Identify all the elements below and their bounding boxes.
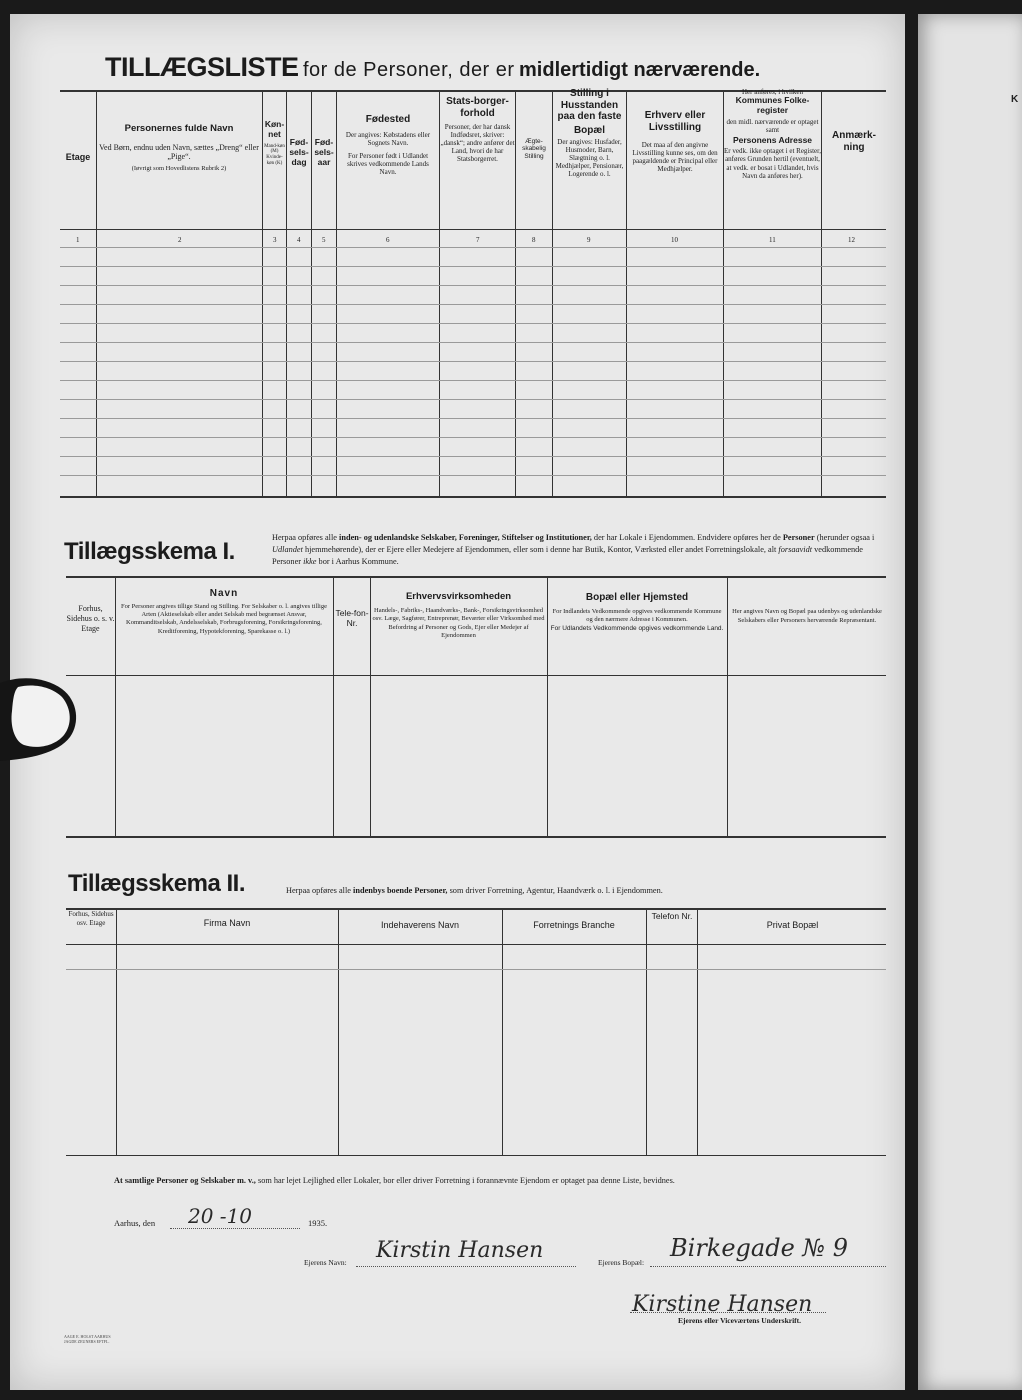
schema2-col-branch: Forretnings Branche bbox=[533, 920, 615, 930]
col-household-head: Stilling i Husstanden paa den faste bbox=[557, 88, 622, 122]
col-number: 5 bbox=[322, 236, 326, 244]
col-divider bbox=[116, 908, 117, 1155]
schema1-col-residence-sub: For Indlandets Vedkommende opgives vedkommende Kommune og den nærmere Adresse i Kommunen. bbox=[552, 607, 722, 623]
table-row bbox=[60, 475, 886, 476]
certification-text bbox=[114, 1176, 886, 1185]
table-row bbox=[66, 969, 886, 970]
col-divider bbox=[96, 90, 97, 496]
date-handwritten: 20 -10 bbox=[188, 1204, 253, 1228]
col-gender bbox=[263, 120, 286, 167]
schema1-table-top bbox=[66, 576, 886, 578]
schema2-col-owner: Indehaverens Navn bbox=[380, 920, 460, 930]
adjacent-page bbox=[918, 14, 1022, 1390]
col-name-sub: Ved Børn, endnu uden Navn, sættes „Dreng“ eller „Pige“. bbox=[99, 142, 259, 162]
schema1-header-bottom bbox=[66, 675, 886, 676]
col-number: 3 bbox=[273, 236, 277, 244]
col-household bbox=[553, 88, 626, 178]
col-register-pre: Her anføres, i hvilken bbox=[741, 88, 804, 96]
col-occupation-sub: Det maa af den angivne Livsstilling kunne ses, om den paagældende er Principal eller Medhjælper. bbox=[632, 141, 718, 174]
schema2-col-private: Privat Bopæl bbox=[766, 920, 819, 930]
schema1-col-business-head: Erhvervsvirksomheden bbox=[405, 591, 512, 602]
schema1-intro-italic: ikke bbox=[303, 557, 317, 566]
col-register-note: Er vedk. ikke optaget i et Register, anføres Grunden hertil (eventuelt, at vedk. er bosat i Udlandet, hvis Navn da anføres her). bbox=[724, 147, 821, 180]
col-birthplace-head: Fødested bbox=[365, 114, 411, 125]
col-number: 11 bbox=[769, 236, 776, 244]
main-title-normal: for de Personer, der er bbox=[302, 59, 515, 81]
schema1-intro-text: bor i Aarhus Kommune. bbox=[318, 557, 399, 566]
col-register-sub: den midl. nærværende er optaget samt bbox=[726, 117, 819, 134]
owner-address-label: Ejerens Bopæl: bbox=[598, 1258, 645, 1267]
table-row bbox=[60, 285, 886, 286]
col-household-sub: Der angives: Husfader, Husmoder, Barn, Slægtning o. l. Medhjælper, Pensionær, Logerende o. l. bbox=[555, 138, 624, 179]
schema1-col-phone: Tele-fon-Nr. bbox=[335, 608, 369, 628]
col-number: 7 bbox=[476, 236, 480, 244]
schema1-intro-bold: inden- og udenlandske Selskaber, Foreninger, Stiftelser og Institutioner, bbox=[339, 533, 592, 542]
signature-handwritten: Kirstine Hansen bbox=[632, 1292, 813, 1317]
schema2-table-bottom bbox=[66, 1155, 886, 1156]
date-line bbox=[170, 1228, 300, 1229]
table-row bbox=[60, 342, 886, 343]
schema2-intro-text: Herpaa opføres alle bbox=[286, 886, 351, 895]
col-gender-head: Køn-net bbox=[264, 119, 285, 139]
schema1-intro-italic: forsaavidt bbox=[778, 545, 813, 554]
schema1-intro bbox=[272, 532, 888, 568]
table-row bbox=[60, 304, 886, 305]
col-marital-head: Ægte-skabelig Stilling bbox=[522, 138, 546, 160]
table-row bbox=[60, 266, 886, 267]
schema1-intro-text: Herpaa opføres alle bbox=[272, 533, 337, 542]
col-number: 1 bbox=[76, 236, 80, 244]
col-birthplace bbox=[338, 114, 438, 176]
schema1-intro-text: (herunder ogsaa i bbox=[816, 533, 875, 542]
main-table-header-bottom bbox=[60, 229, 886, 230]
schema2-intro-bold: indenbys boende Personer, bbox=[353, 886, 448, 895]
owner-name-handwritten: Kirstin Hansen bbox=[376, 1238, 544, 1263]
schema1-intro-text: hjemmehørende), der er Ejere eller Medejere af Ejendommen, eller som i denne har Butik, Kontor, Værksted eller andet Forretningslokale, alt bbox=[304, 545, 777, 554]
schema1-col-business-sub: Handels-, Fabriks-, Haandværks-, Bank-, Forsikringsvirksomhed osv. Læge, Sagfører, Entreprenør, Beværter eller Virksomhed med Befordring af Personer og Gods, Ejer eller Medejer af Ejendommen bbox=[372, 606, 545, 640]
schema2-intro bbox=[286, 886, 663, 895]
col-occupation-head: Erhverv eller Livsstilling bbox=[644, 110, 706, 133]
col-gender-sub: Mand-køn (M) Kvinde-køn (K) bbox=[264, 143, 285, 166]
col-number: 4 bbox=[297, 236, 301, 244]
signature-line bbox=[630, 1312, 826, 1313]
col-birthplace-sub: Der angives: Købstadens eller Sognets Navn. bbox=[345, 130, 431, 147]
schema2-col-etage: Forhus, Sidehus osv. Etage bbox=[68, 910, 114, 927]
printer-line: JAGDE ZEUNERS EFTFL. bbox=[64, 1339, 110, 1344]
col-number: 2 bbox=[178, 236, 182, 244]
col-register-head: Kommunes Folke-register bbox=[735, 95, 810, 115]
printer-line: AAGE E. HOLST AARHUS bbox=[64, 1334, 111, 1339]
col-divider bbox=[338, 908, 339, 1155]
owner-address-handwritten: Birkegade № 9 bbox=[670, 1234, 849, 1262]
schema1-intro-text: vedkommende Personer bbox=[272, 545, 863, 566]
schema1-col-residence-note: For Udlandets Vedkommende opgives vedkommende Land. bbox=[550, 625, 724, 633]
col-divider bbox=[502, 908, 503, 1155]
col-number: 6 bbox=[386, 236, 390, 244]
col-citizenship bbox=[440, 96, 515, 163]
schema1-col-residence-head: Bopæl eller Hjemsted bbox=[585, 592, 689, 603]
place-label: Aarhus, den bbox=[114, 1218, 156, 1228]
schema1-col-name bbox=[117, 588, 331, 636]
col-name bbox=[98, 124, 260, 173]
col-birthyear-head: Fød-sels-aar bbox=[314, 137, 334, 167]
schema1-col-name-sub: For Personer angives tillige Stand og Stilling. For Selskaber o. l. angives tillige Arten (Aktieselskab eller andet Selskab med begrænset Ansvar, Kommanditselskab, Andelsselskab, Forbrugsforening, Forsikringsforening, Kreditforening, Hypotekforening, Sparekasse o. l.) bbox=[121, 602, 327, 635]
table-row bbox=[60, 380, 886, 381]
schema2-col-firm: Firma Navn bbox=[203, 918, 251, 928]
table-row bbox=[60, 418, 886, 419]
owner-name-label: Ejerens Navn: bbox=[304, 1258, 347, 1267]
schema1-col-representative: Her angives Navn og Bopæl paa udenbys og udenlandske Selskabers eller Personers herværende Repræsentant. bbox=[732, 608, 882, 624]
col-birthday-head: Fød-sels-dag bbox=[289, 137, 309, 167]
col-register-head2: Personens Adresse bbox=[732, 134, 813, 145]
main-title-bold-end: midlertidigt nærværende. bbox=[519, 59, 761, 81]
col-remark-head: Anmærk-ning bbox=[832, 130, 876, 153]
schema2-title: Tillægsskema II. bbox=[68, 870, 245, 897]
year-label: 1935. bbox=[308, 1218, 328, 1228]
schema1-col-name-head: Navn bbox=[209, 588, 239, 599]
col-divider bbox=[547, 576, 548, 836]
col-number: 12 bbox=[848, 236, 855, 244]
col-number: 10 bbox=[671, 236, 678, 244]
col-number: 9 bbox=[587, 236, 591, 244]
col-occupation bbox=[627, 110, 723, 173]
schema1-intro-italic: Udlandet bbox=[272, 545, 303, 554]
schema2-table-top bbox=[66, 908, 886, 910]
signature-label: Ejerens eller Viceværtens Underskrift. bbox=[678, 1316, 802, 1325]
owner-address-line bbox=[650, 1266, 886, 1267]
adjacent-page-edge-text: K bbox=[1011, 94, 1019, 105]
table-row bbox=[60, 437, 886, 438]
owner-name-line bbox=[356, 1266, 576, 1267]
schema2-intro-text: som driver Forretning, Agentur, Haandværk o. l. i Ejendommen. bbox=[449, 886, 663, 895]
finger-image bbox=[0, 675, 80, 767]
col-divider bbox=[697, 908, 698, 1155]
col-divider bbox=[115, 576, 116, 836]
certification-rest: som har lejet Lejlighed eller Lokaler, bor eller driver Forretning i forannævnte Ejendom er optaget paa denne Liste, bevidnes. bbox=[257, 1176, 675, 1185]
schema2-header-bottom bbox=[66, 944, 886, 945]
col-register bbox=[724, 88, 821, 180]
main-title-bold: TILLÆGSLISTE bbox=[105, 52, 299, 82]
form-page bbox=[10, 14, 905, 1390]
table-row bbox=[60, 456, 886, 457]
col-divider bbox=[727, 576, 728, 836]
table-row bbox=[60, 361, 886, 362]
schema1-title: Tillægsskema I. bbox=[64, 538, 235, 565]
table-row bbox=[60, 323, 886, 324]
col-citizenship-head: Stats-borger-forhold bbox=[446, 96, 509, 119]
main-title bbox=[105, 52, 760, 83]
col-name-note: (Iøvrigt som Hovedlistens Rubrik 2) bbox=[131, 165, 227, 173]
schema1-col-business bbox=[372, 592, 545, 641]
schema1-table-bottom bbox=[66, 836, 886, 838]
schema1-intro-text: Endvidere opføres her de bbox=[697, 533, 781, 542]
certification-bold: At samtlige Personer og Selskaber m. v., bbox=[114, 1176, 256, 1185]
col-citizenship-sub: Personer, der har dansk Indfødsret, skriver: „dansk“; andre anfører det Land, hvori de har Statsborgerret. bbox=[440, 123, 515, 164]
col-birthplace-note: For Personer født i Udlandet skrives vedkommende Lands Navn. bbox=[347, 151, 429, 176]
schema1-intro-text: der har Lokale i Ejendommen. bbox=[593, 533, 696, 542]
main-table-bottom bbox=[60, 496, 886, 498]
table-row bbox=[60, 247, 886, 248]
col-divider bbox=[336, 90, 337, 496]
schema1-col-residence bbox=[549, 592, 725, 634]
schema1-col-etage: Forhus, Sidehus o. s. v. Etage bbox=[66, 604, 115, 633]
printer-mark bbox=[64, 1334, 111, 1344]
table-row bbox=[60, 399, 886, 400]
schema1-intro-bold: Personer bbox=[782, 533, 815, 542]
schema2-col-phone: Telefon Nr. bbox=[651, 911, 693, 921]
col-etage-head: Etage bbox=[65, 152, 91, 162]
col-number: 8 bbox=[532, 236, 536, 244]
col-divider bbox=[370, 576, 371, 836]
col-name-head: Personernes fulde Navn bbox=[124, 123, 234, 134]
col-divider bbox=[646, 908, 647, 1155]
col-household-head2: Bopæl bbox=[573, 124, 606, 136]
